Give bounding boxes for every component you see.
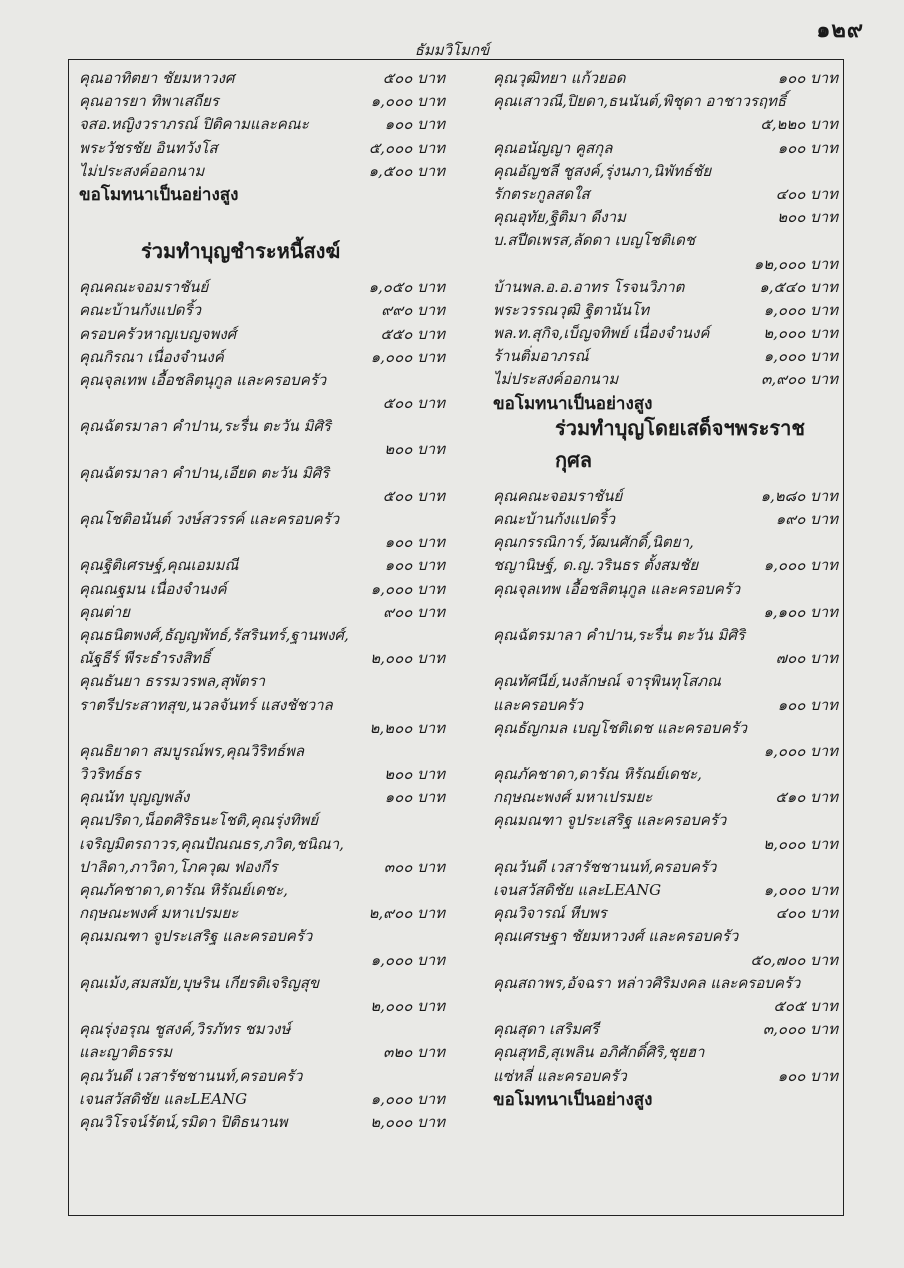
donor-row	[79, 343, 465, 366]
donor-name: คุณมณฑา จูประเสริฐ และครอบครัว	[79, 927, 313, 946]
donor-name: คุณธัญกมล เบญโชติเดช และครอบครัว	[493, 718, 748, 737]
donor-row	[79, 1062, 465, 1085]
donor-row	[79, 134, 465, 157]
donor-row	[493, 1038, 838, 1061]
donor-row	[493, 946, 838, 969]
donor-row	[493, 621, 838, 644]
donation-amount: ๓๐๐ บาท	[383, 857, 445, 876]
donor-row	[79, 737, 465, 760]
donation-amount: ๒,๐๐๐ บาท	[370, 1112, 445, 1131]
donation-amount: ๒,๐๐๐ บาท	[370, 649, 445, 668]
donor-name: แซ่หลี่ และครอบครัว	[493, 1066, 627, 1085]
donor-row	[493, 157, 838, 180]
donor-name: จสอ.หญิงวราภรณ์ ปิติคามและคณะ	[79, 115, 309, 134]
donation-amount: ๑,๕๔๐ บาท	[759, 277, 838, 296]
page-number: ๑๒๙	[816, 17, 864, 43]
donation-amount: ๑,๐๐๐ บาท	[763, 741, 838, 760]
donor-row	[493, 598, 838, 621]
donor-row	[493, 667, 838, 690]
donor-name: คุณฉัตรมาลา คำปาน,เอียด ตะวัน มิศิริ	[79, 463, 330, 482]
section-heading-text: ร่วมทำบุญโดยเสด็จฯพระราชกุศล	[555, 415, 805, 472]
donor-name: คุณวันดี เวสารัชชานนท์,ครอบครัว	[79, 1066, 303, 1085]
donor-row	[79, 482, 465, 505]
donor-name: คุณนัท บุญญพลัง	[79, 788, 190, 807]
donor-name: คุณธิยาดา สมบูรณ์พร,คุณวิริทธ์พล	[79, 741, 305, 760]
donor-name: คุณฐิติเศรษฐ์,คุณเอมมณี	[79, 556, 239, 575]
donor-name: คุณอุทัย,ฐิติมา ดีงาม	[493, 208, 626, 227]
donation-amount: ๒๐๐ บาท	[777, 208, 838, 227]
donor-name: คุณวิโรจน์รัตน์,รมิดา ปิติธนานพ	[79, 1112, 288, 1131]
donor-name: คุณอาทิตยา ชัยมหาวงศ	[79, 69, 235, 87]
donor-row	[79, 551, 465, 574]
donor-row	[493, 226, 838, 249]
donation-amount: ๑,๒๘๐ บาท	[760, 486, 838, 505]
donor-row	[493, 783, 838, 806]
donation-amount: ๑๐๐ บาท	[384, 788, 445, 807]
donor-name: คุณวันดี เวสารัชชานนท์,ครอบครัว	[493, 857, 717, 876]
donation-amount: ๒,๐๐๐ บาท	[763, 324, 838, 343]
donation-amount: ๑,๐๐๐ บาท	[763, 881, 838, 899]
donation-amount: ๑,๕๐๐ บาท	[368, 161, 445, 180]
donor-name: คุณเศรษฐา ชัยมหาวงศ์ และครอบครัว	[493, 927, 739, 946]
donation-amount: ๕๕๐ บาท	[380, 324, 445, 343]
donation-amount: ๑๐๐ บาท	[384, 115, 445, 134]
donation-amount: ๕๐๐ บาท	[382, 69, 445, 87]
donor-name: ไม่ประสงค์ออกนาม	[493, 370, 619, 389]
donor-row	[493, 714, 838, 737]
donor-name: กฤษณะพงศ์ มหาเปรมยะ	[493, 788, 653, 807]
donor-name: คุณอัญชลี ชูสงค์,รุ่งนภา,นิพัทธ์ชัย	[493, 161, 712, 180]
donor-row	[79, 1038, 465, 1061]
donor-name: คุณคณะจอมราชันย์	[493, 486, 623, 505]
donor-row	[493, 876, 838, 899]
donor-row	[493, 551, 838, 574]
donor-row	[79, 459, 465, 482]
donor-row	[79, 667, 465, 690]
donor-row	[493, 969, 838, 992]
donor-name: คุณคณะจอมราชันย์	[79, 278, 209, 297]
donor-row	[79, 110, 465, 133]
donor-name: คณะบ้านกังแปดริ้ว	[493, 510, 616, 528]
donor-row	[493, 853, 838, 876]
donor-name: คุณสุทธิ,สุเพลิน อภิศักดิ์ศิริ,ชุยฮา	[493, 1043, 705, 1062]
donor-row	[79, 296, 465, 319]
donor-name: คุณฉัตรมาลา คำปาน,ระรื่น ตะวัน มิศิริ	[493, 625, 745, 644]
donor-name: บ้านพล.อ.อ.อาทร โรจนวิภาต	[493, 277, 685, 296]
donation-amount: ๑,๐๐๐ บาท	[370, 347, 445, 366]
donation-amount: ๕,๐๐๐ บาท	[368, 138, 445, 157]
donor-row	[79, 64, 465, 87]
donor-name: ณัฐธีร์ พีระธำรงสิทธิ์	[79, 649, 211, 668]
donor-name: ชญานิษฐ์, ด.ญ.วรินธร ตั้งสมชัย	[493, 556, 699, 575]
donor-name: คุณภัคชาดา,ดารัณ หิรัณย์เดชะ,	[79, 881, 288, 899]
gratitude-text: ขอโมทนาเป็นอย่างสูง	[79, 184, 239, 205]
donor-name: คุณเสาวณี,ปิยดา,ธนนันต์,พิชุดา อาชาวรฤทธิ์	[493, 92, 787, 111]
donor-row	[79, 1108, 465, 1131]
donation-amount: ๗๐๐ บาท	[775, 649, 838, 668]
running-header: ธัมมวิโมกข์	[414, 41, 490, 59]
donor-row	[493, 203, 838, 226]
donor-name: คุณฉัตรมาลา คำปาน,ระรื่น ตะวัน มิศิริ	[79, 417, 331, 436]
donor-name: รักตระกูลสดใส	[493, 184, 590, 203]
donor-row	[493, 180, 838, 203]
donor-name: เจริญมิตรถาวร,คุณปัณณธร,ภวิต,ชนิณา,	[79, 834, 344, 853]
donation-amount: ๕,๒๒๐ บาท	[760, 115, 838, 134]
donor-name: และครอบครัว	[493, 695, 584, 714]
donation-amount: ๒,๐๐๐ บาท	[370, 996, 445, 1015]
donor-name: คุณมณฑา จูประเสริฐ และครอบครัว	[493, 811, 727, 830]
donor-name: ครอบครัวหาญเบญจพงศ์	[79, 324, 237, 343]
donor-row	[493, 899, 838, 922]
donor-row	[493, 319, 838, 342]
donation-amount: ๔๐๐ บาท	[775, 184, 838, 203]
donation-amount: ๑,๐๐๐ บาท	[763, 556, 838, 575]
donor-name: คณะบ้านกังแปดริ้ว	[79, 301, 202, 320]
donor-name: คุณกิรณา เนื่องจำนงค์	[79, 347, 224, 366]
gratitude-line	[79, 180, 465, 204]
donor-row	[79, 273, 465, 296]
donor-row	[79, 528, 465, 551]
donation-amount: ๕๐๐ บาท	[382, 486, 445, 505]
donor-name: คุณจุลเทพ เอื้อชลิตนุกูล และครอบครัว	[493, 579, 741, 598]
donor-name: คุณปริดา,น็อตศิริธนะโชติ,คุณรุ่งทิพย์	[79, 811, 319, 830]
donor-row	[493, 250, 838, 273]
donor-name: คุณวิจารณ์ หีบพร	[493, 904, 607, 923]
section-heading-text: ร่วมทำบุญชำระหนี้สงฆ์	[141, 239, 341, 264]
donation-amount: ๑,๐๐๐ บาท	[370, 579, 445, 598]
gratitude-text: ขอโมทนาเป็นอย่างสูง	[493, 393, 653, 414]
donor-name: คุณทัศนีย์,นงลักษณ์ จารุพินทุโสภณ	[493, 672, 721, 691]
donation-amount: ๑,๐๐๐ บาท	[370, 92, 445, 111]
donor-row	[493, 87, 838, 110]
donor-name: กฤษณะพงศ์ มหาเปรมยะ	[79, 904, 239, 923]
donation-amount: ๒,๐๐๐ บาท	[763, 834, 838, 853]
donor-name: คุณภัคชาดา,ดารัณ หิรัณย์เดชะ,	[493, 765, 702, 784]
donation-amount: ๑,๐๐๐ บาท	[763, 347, 838, 366]
donation-amount: ๒๐๐ บาท	[384, 440, 445, 459]
donation-amount: ๕๐,๗๐๐ บาท	[750, 950, 838, 969]
donation-amount: ๓,๐๐๐ บาท	[762, 1020, 838, 1039]
donor-row	[493, 992, 838, 1015]
donor-row	[79, 899, 465, 922]
donation-amount: ๙๙๐ บาท	[381, 301, 445, 320]
donation-amount: ๑๙๐ บาท	[775, 510, 838, 528]
donation-amount: ๑๐๐ บาท	[384, 533, 445, 552]
donor-row	[79, 691, 465, 714]
donor-name: คุณกรรณิการ์,วัฒนศักดิ์,นิตยา,	[493, 533, 694, 552]
donation-amount: ๑๐๐ บาท	[384, 556, 445, 575]
donor-name: คุณเม้ง,สมสมัย,บุษริน เกียรติเจริญสุข	[79, 973, 320, 992]
left-column	[79, 64, 465, 1131]
donor-row	[79, 830, 465, 853]
donation-amount: ๑,๐๐๐ บาท	[370, 950, 445, 969]
donor-row	[493, 575, 838, 598]
donor-row	[493, 806, 838, 829]
donor-row	[493, 134, 838, 157]
gratitude-text: ขอโมทนาเป็นอย่างสูง	[493, 1089, 653, 1110]
donor-name: เจนสวัสดิชัย และLEANG	[79, 1089, 248, 1108]
donor-row	[79, 575, 465, 598]
donation-amount: ๑,๐๐๐ บาท	[763, 300, 838, 319]
donor-row	[493, 644, 838, 667]
donor-row	[493, 296, 838, 319]
donor-row	[79, 320, 465, 343]
donor-row	[79, 714, 465, 737]
donation-amount: ๑,๐๕๐ บาท	[368, 278, 445, 297]
donor-row	[79, 435, 465, 458]
donor-row	[79, 853, 465, 876]
donor-row	[493, 482, 838, 505]
donor-row	[493, 528, 838, 551]
donor-name: พระวรรณวุฒิ ฐิตานันโท	[493, 300, 650, 319]
donor-row	[493, 760, 838, 783]
donor-row	[79, 366, 465, 389]
donation-amount: ๕๐๕ บาท	[773, 996, 838, 1015]
section-heading	[493, 415, 838, 482]
donor-row	[493, 830, 838, 853]
donor-name: คุณอารยา ทิพาเสถียร	[79, 92, 219, 111]
donor-row	[79, 969, 465, 992]
right-column	[493, 64, 838, 1109]
donation-amount: ๑๐๐ บาท	[777, 138, 838, 157]
donor-name: ไม่ประสงค์ออกนาม	[79, 161, 205, 180]
donor-name: คุณโชติอนันต์ วงษ์สวรรค์ และครอบครัว	[79, 510, 340, 528]
donor-name: บ.สปีดเพรส,ลัดดา เบญโชติเดช	[493, 231, 696, 250]
gratitude-line	[493, 1085, 838, 1109]
donor-row	[79, 992, 465, 1015]
donation-amount: ๑๐๐ บาท	[777, 1066, 838, 1085]
donation-amount: ๓๒๐ บาท	[383, 1043, 445, 1062]
donor-name: ราตรีประสาทสุข,นวลจันทร์ แสงชัชวาล	[79, 695, 333, 714]
donor-row	[493, 922, 838, 945]
donor-name: คุณณฐมน เนื่องจำนงค์	[79, 579, 227, 598]
donor-name: ปาลิดา,ภาวิดา,โภควุฒ ฟองกีร	[79, 857, 278, 876]
donor-row	[79, 946, 465, 969]
donor-name: และญาติธรรม	[79, 1043, 173, 1062]
donation-amount: ๒๐๐ บาท	[384, 765, 445, 784]
donation-amount: ๒,๙๐๐ บาท	[368, 904, 445, 923]
donor-row	[493, 365, 838, 388]
donor-name: คุณวุฒิทยา แก้วยอด	[493, 69, 626, 87]
donor-row	[493, 110, 838, 133]
donor-row	[79, 598, 465, 621]
donation-list-frame	[68, 59, 844, 1216]
donor-name: เจนสวัสดิชัย และLEANG	[493, 881, 662, 899]
donation-amount: ๑,๑๐๐ บาท	[763, 602, 838, 621]
donor-row	[79, 644, 465, 667]
donor-row	[79, 505, 465, 528]
donor-row	[493, 505, 838, 528]
donor-row	[493, 737, 838, 760]
donor-row	[79, 87, 465, 110]
gratitude-line	[493, 389, 838, 413]
donor-row	[79, 412, 465, 435]
donation-amount: ๒,๒๐๐ บาท	[369, 718, 445, 737]
donor-name: พล.ท.สุกิจ,เบ็ญจทิพย์ เนื่องจำนงค์	[493, 324, 710, 343]
donor-name: วิวริทธ์ธร	[79, 765, 141, 784]
donation-amount: ๙๐๐ บาท	[383, 602, 445, 621]
donor-name: คุณธนิตพงศ์,ธัญญพัทธ์,รัสรินทร์,ฐานพงศ์,	[79, 625, 349, 644]
donor-row	[79, 783, 465, 806]
donor-row	[79, 1085, 465, 1108]
donor-row	[493, 273, 838, 296]
section-heading	[79, 227, 465, 273]
donor-name: ร้านติ่มอาภรณ์	[493, 347, 589, 366]
donation-amount: ๑๐๐ บาท	[777, 695, 838, 714]
donation-amount: ๑,๐๐๐ บาท	[370, 1089, 445, 1108]
donation-amount: ๕๐๐ บาท	[382, 394, 445, 413]
donor-row	[493, 691, 838, 714]
donor-row	[79, 621, 465, 644]
donation-amount: ๑๐๐ บาท	[777, 69, 838, 87]
donation-amount: ๔๐๐ บาท	[775, 904, 838, 923]
donor-row	[493, 1015, 838, 1038]
donor-name: คุณรุ่งอรุณ ชูสงค์,วิรภัทร ชมวงษ์	[79, 1020, 291, 1039]
donor-row	[79, 806, 465, 829]
donor-name: คุณจุลเทพ เอื้อชลิตนุกูล และครอบครัว	[79, 370, 327, 389]
donor-row	[79, 922, 465, 945]
donation-amount: ๑๒,๐๐๐ บาท	[753, 254, 838, 273]
donor-row	[79, 760, 465, 783]
donor-name: พระวัชรชัย อินทวังโส	[79, 138, 218, 157]
donor-name: คุณอนัญญา คูสกุล	[493, 138, 613, 157]
donor-row	[79, 1015, 465, 1038]
donor-row	[493, 342, 838, 365]
donor-name: คุณต่าย	[79, 602, 130, 621]
donor-row	[79, 389, 465, 412]
donor-row	[79, 157, 465, 180]
donor-name: คุณธันยา ธรรมวรพล,สุพัตรา	[79, 672, 266, 691]
donor-name: คุณสุดา เสริมศรี	[493, 1020, 599, 1039]
donor-row	[493, 1062, 838, 1085]
donor-row	[493, 64, 838, 87]
donation-amount: ๓,๙๐๐ บาท	[761, 370, 838, 389]
donation-amount: ๕๑๐ บาท	[775, 788, 838, 807]
donor-row	[79, 876, 465, 899]
donor-name: คุณสถาพร,อัจฉรา หล่าวศิริมงคล และครอบครัว	[493, 973, 801, 992]
